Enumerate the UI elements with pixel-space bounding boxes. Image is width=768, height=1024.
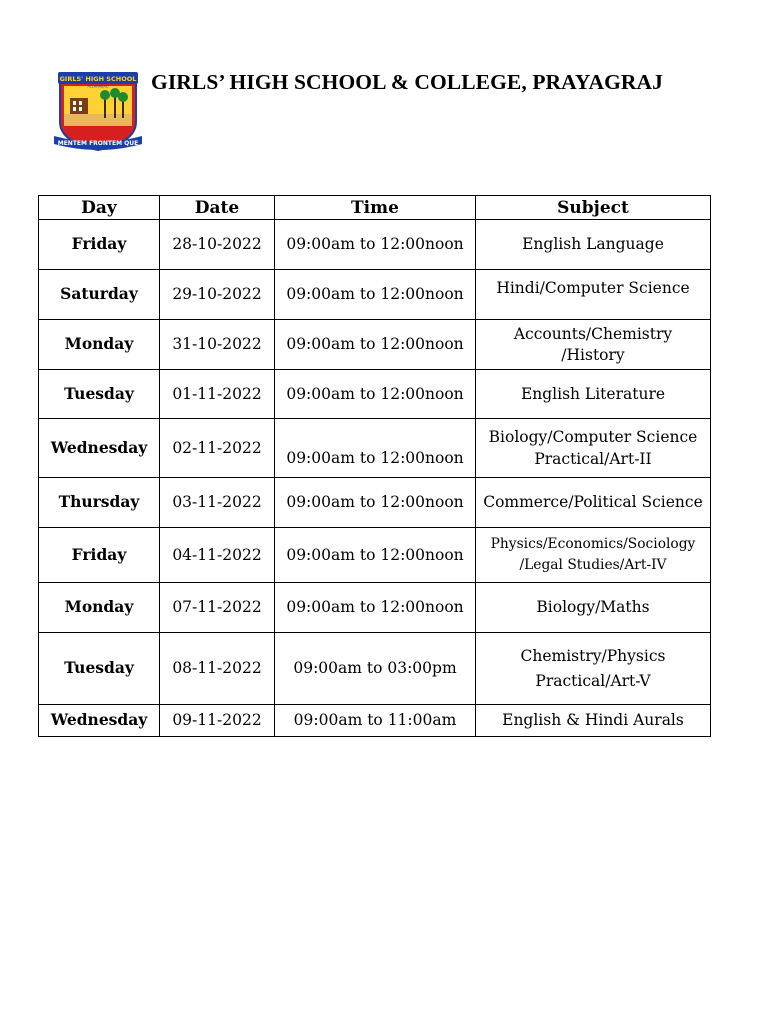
exam-schedule-table xyxy=(38,195,711,737)
column-header-subject: Subject xyxy=(476,196,711,220)
day-cell: Tuesday xyxy=(39,370,160,419)
time-cell: 09:00am to 12:00noon xyxy=(275,370,476,419)
subject-cell xyxy=(476,270,711,320)
logo-sub-text: ALLAHABAD xyxy=(87,84,109,89)
date-cell: 28-10-2022 xyxy=(160,220,275,270)
subject-line: Biology/Computer Science xyxy=(488,427,698,446)
time-cell: 09:00am to 12:00noon xyxy=(275,320,476,370)
day-cell: Thursday xyxy=(39,478,160,528)
table-row xyxy=(39,270,711,320)
column-header-date: Date xyxy=(160,196,275,220)
date-cell: 31-10-2022 xyxy=(160,320,275,370)
table-row xyxy=(39,633,711,705)
day-cell: Tuesday xyxy=(39,633,160,705)
table-row xyxy=(39,478,711,528)
table-row xyxy=(39,320,711,370)
subject-line: Practical/Art-II xyxy=(534,450,652,468)
table-header-row xyxy=(39,196,711,220)
table-row xyxy=(39,705,711,737)
time-cell: 09:00am to 12:00noon xyxy=(275,270,476,320)
date-cell: 02-11-2022 xyxy=(160,419,275,478)
subject-line: English Literature xyxy=(520,384,666,403)
subject-cell xyxy=(476,583,711,633)
subject-cell xyxy=(476,419,711,478)
table-row xyxy=(39,370,711,419)
subject-cell xyxy=(476,528,711,583)
subject-line: Biology/Maths xyxy=(536,598,650,617)
date-cell: 29-10-2022 xyxy=(160,270,275,320)
time-cell: 09:00am to 12:00noon xyxy=(275,528,476,583)
school-title: GIRLS’ HIGH SCHOOL & COLLEGE, PRAYAGRAJ xyxy=(151,70,664,94)
subject-cell xyxy=(476,633,711,705)
date-cell: 09-11-2022 xyxy=(160,705,275,737)
subject-line: English Language xyxy=(522,235,664,254)
table-row xyxy=(39,419,711,478)
table-row xyxy=(39,220,711,270)
subject-line: /History xyxy=(561,345,625,364)
time-cell: 09:00am to 12:00noon xyxy=(275,478,476,528)
time-cell: 09:00am to 12:00noon xyxy=(275,419,476,478)
day-cell: Saturday xyxy=(39,270,160,320)
time-cell: 09:00am to 11:00am xyxy=(275,705,476,737)
subject-line: Practical/Art-V xyxy=(535,671,651,690)
day-cell: Friday xyxy=(39,528,160,583)
subject-cell xyxy=(476,320,711,370)
column-header-time: Time xyxy=(275,196,476,220)
subject-line: Physics/Economics/Sociology xyxy=(490,536,696,553)
day-cell: Wednesday xyxy=(39,705,160,737)
logo-banner-text: GIRLS' HIGH SCHOOL xyxy=(59,75,137,83)
subject-line: /Legal Studies/Art-IV xyxy=(519,557,667,573)
subject-line: Commerce/Political Science xyxy=(483,493,703,512)
date-cell: 03-11-2022 xyxy=(160,478,275,528)
time-cell: 09:00am to 12:00noon xyxy=(275,583,476,633)
day-cell: Wednesday xyxy=(39,419,160,478)
date-cell: 01-11-2022 xyxy=(160,370,275,419)
day-cell: Monday xyxy=(39,320,160,370)
logo-motto: MENTEM FRONTEM QUE xyxy=(57,140,139,147)
school-crest-logo xyxy=(52,70,144,154)
date-cell: 08-11-2022 xyxy=(160,633,275,705)
subject-line: Hindi/Computer Science xyxy=(496,279,690,298)
time-cell: 09:00am to 12:00noon xyxy=(275,220,476,270)
date-cell: 04-11-2022 xyxy=(160,528,275,583)
subject-line: English & Hindi Aurals xyxy=(502,711,684,730)
date-cell: 07-11-2022 xyxy=(160,583,275,633)
subject-cell xyxy=(476,705,711,737)
day-cell: Monday xyxy=(39,583,160,633)
subject-cell xyxy=(476,220,711,270)
table-row xyxy=(39,583,711,633)
subject-cell xyxy=(476,478,711,528)
time-cell: 09:00am to 03:00pm xyxy=(275,633,476,705)
table-row xyxy=(39,528,711,583)
day-cell: Friday xyxy=(39,220,160,270)
subject-cell xyxy=(476,370,711,419)
column-header-day: Day xyxy=(39,196,160,220)
subject-line: Accounts/Chemistry xyxy=(513,325,673,344)
subject-line: Chemistry/Physics xyxy=(520,647,666,666)
